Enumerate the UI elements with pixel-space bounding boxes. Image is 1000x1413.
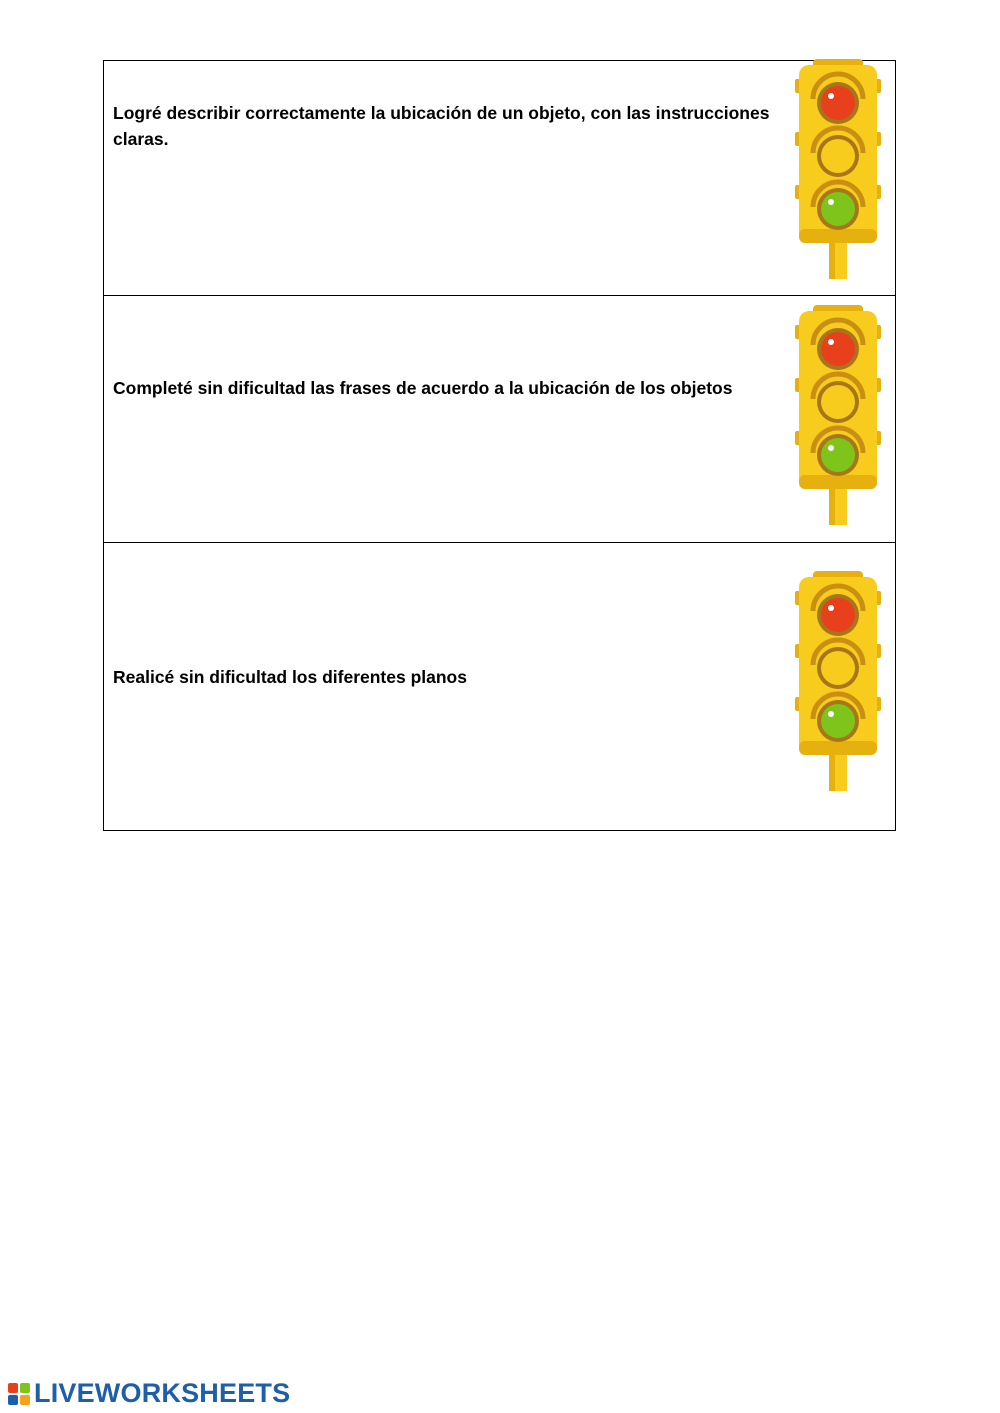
traffic-light-icon: [795, 59, 881, 279]
table-row: [104, 295, 895, 542]
liveworksheets-logo: [8, 1378, 290, 1409]
criterion-text: Realicé sin dificultad los diferentes planos: [113, 667, 467, 687]
brand-name: LIVEWORKSHEETS: [34, 1378, 291, 1408]
table-row: [104, 542, 895, 830]
liveworksheets-mark-icon: [8, 1383, 30, 1405]
criterion-text: Logré describir correctamente la ubicación de un objeto, con las instrucciones claras.: [113, 103, 770, 149]
self-assessment-table: [103, 60, 896, 831]
table-row: [104, 61, 895, 295]
traffic-light-icon: [795, 571, 881, 791]
criterion-text: Completé sin dificultad las frases de acuerdo a la ubicación de los objetos: [113, 378, 733, 398]
traffic-light-icon: [795, 305, 881, 525]
